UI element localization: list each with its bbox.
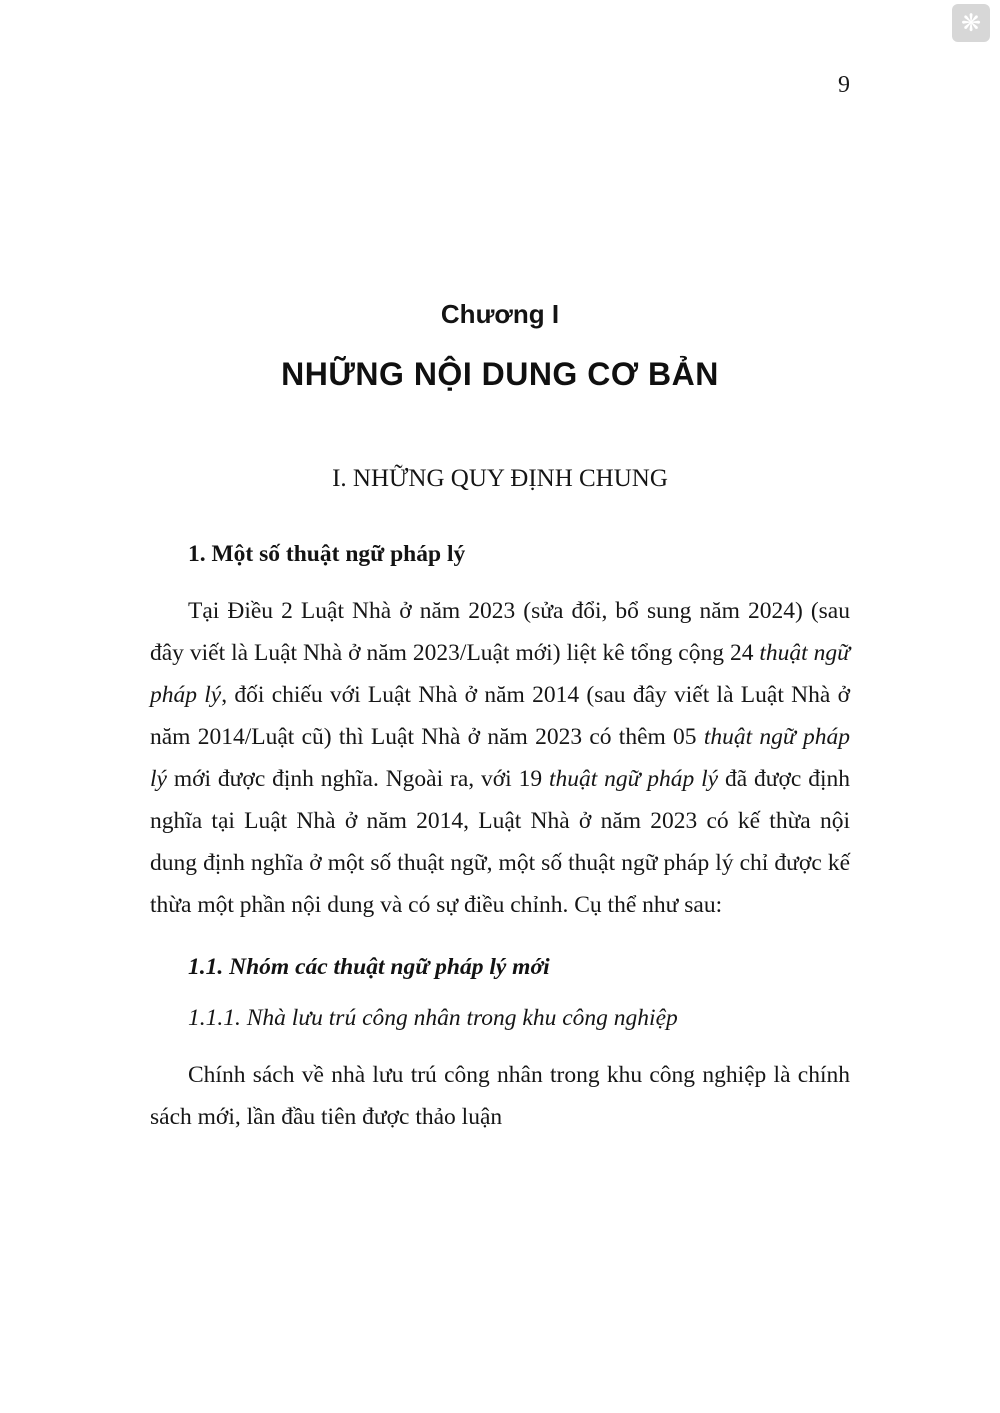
paragraph-segment: thuật ngữ pháp lý: [150, 640, 850, 708]
flower-icon: ❋: [960, 9, 982, 37]
subsection-1-1-1-title: 1.1.1. Nhà lưu trú công nhân trong khu công nghiệp: [188, 1005, 678, 1031]
paragraph-segment: mới được định nghĩa. Ngoài ra, với 19: [166, 766, 549, 792]
chapter-label: Chương I: [440, 299, 560, 329]
section-title: I. NHỮNG QUY ĐỊNH CHUNG: [332, 465, 668, 492]
paragraph-worker-housing: Chính sách về nhà lưu trú công nhân trong khu công nghiệp là chính sách mới, lần đầu tiên được thảo luận: [150, 1062, 850, 1130]
chapter-title: NHỮNG NỘI DUNG CƠ BẢN: [281, 356, 719, 392]
paragraph-segment: thuật ngữ pháp lý: [548, 766, 719, 792]
paragraph-segment: , đối chiếu với Luật Nhà ở năm 2014 (sau đây viết là Luật Nhà ở năm 2014/Luật cũ) thì Luật Nhà ở năm 2023 có thêm 05: [150, 682, 850, 750]
subsection-1-title: 1. Một số thuật ngữ pháp lý: [188, 541, 466, 567]
subsection-1-1-title: 1.1. Nhóm các thuật ngữ pháp lý mới: [188, 954, 550, 980]
paragraph-segment: đã được định nghĩa tại Luật Nhà ở năm 2014, Luật Nhà ở năm 2023 có kế thừa nội dung định nghĩa ở một số thuật ngữ, một số thuật ngữ pháp lý chỉ được kế thừa một phần nội dung và có sự điều chỉnh. Cụ thể như sau:: [150, 766, 850, 918]
page-number: 9: [838, 72, 850, 98]
corner-flower-badge: [952, 4, 990, 42]
paragraph-segment: Tại Điều 2 Luật Nhà ở năm 2023 (sửa đổi, bổ sung năm 2024) (sau đây viết là Luật Nhà ở năm 2023/Luật mới) liệt kê tổng cộng 24: [150, 598, 850, 666]
paragraph-legal-terms: [150, 590, 850, 926]
paragraph-segment: thuật ngữ pháp lý: [150, 724, 850, 792]
